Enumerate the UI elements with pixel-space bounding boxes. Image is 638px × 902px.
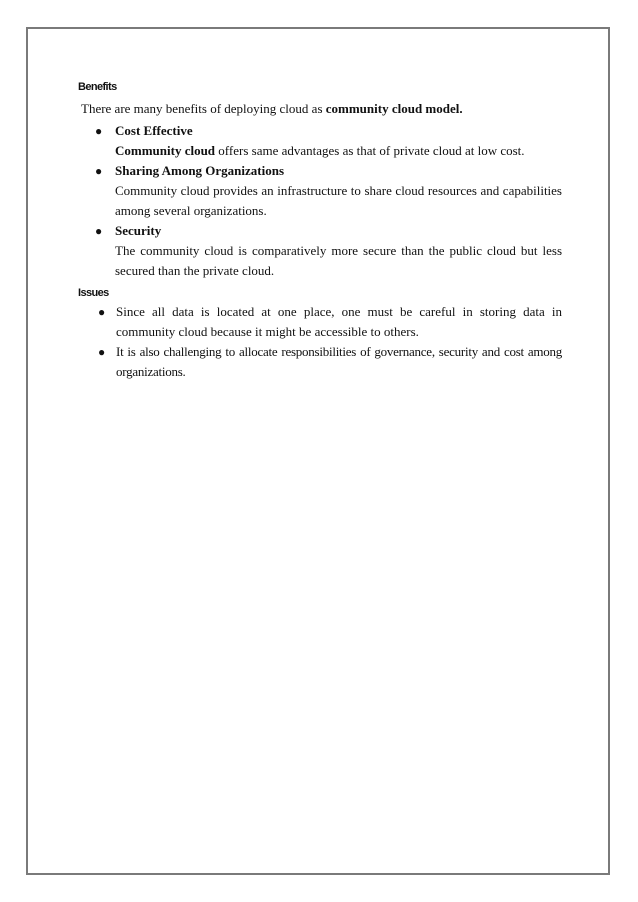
- benefit-text: Community cloud provides an infrastructure to share cloud resources and capabilities among several organizations.: [115, 183, 562, 218]
- benefit-item-security: [78, 221, 562, 281]
- bullet-icon: ●: [98, 345, 106, 359]
- benefit-item-cost-effective: [78, 121, 562, 161]
- benefit-item-sharing: [78, 161, 562, 221]
- issue-text: Since all data is located at one place, one must be careful in storing data in community cloud because it might be accessible to others.: [116, 304, 562, 339]
- benefits-list: [78, 121, 562, 281]
- benefit-text-body: offers same advantages as that of private cloud at low cost.: [215, 143, 525, 158]
- benefit-title: Cost Effective: [115, 123, 193, 138]
- issue-text: It is also challenging to allocate responsibilities of governance, security and cost among organizations.: [116, 344, 562, 379]
- issue-item: [78, 342, 562, 382]
- benefit-text-bold: Community cloud: [115, 143, 216, 158]
- benefits-intro-bold: community cloud model.: [325, 101, 463, 116]
- document-body: [78, 78, 562, 382]
- issues-heading: Issues: [78, 287, 109, 299]
- issue-item: [78, 302, 562, 342]
- benefits-heading: Benefits: [78, 81, 117, 93]
- benefits-intro-text: There are many benefits of deploying cloud as: [81, 101, 326, 116]
- issues-list: [78, 302, 562, 382]
- benefit-text: The community cloud is comparatively more secure than the public cloud but less secured than the private cloud.: [115, 243, 562, 278]
- bullet-icon: ●: [95, 124, 103, 138]
- bullet-icon: ●: [95, 164, 103, 178]
- benefit-title: Security: [115, 223, 162, 238]
- bullet-icon: ●: [98, 305, 106, 319]
- benefits-intro: [81, 99, 562, 119]
- benefit-title: Sharing Among Organizations: [115, 163, 285, 178]
- benefit-text: [115, 141, 562, 161]
- bullet-icon: ●: [95, 224, 103, 238]
